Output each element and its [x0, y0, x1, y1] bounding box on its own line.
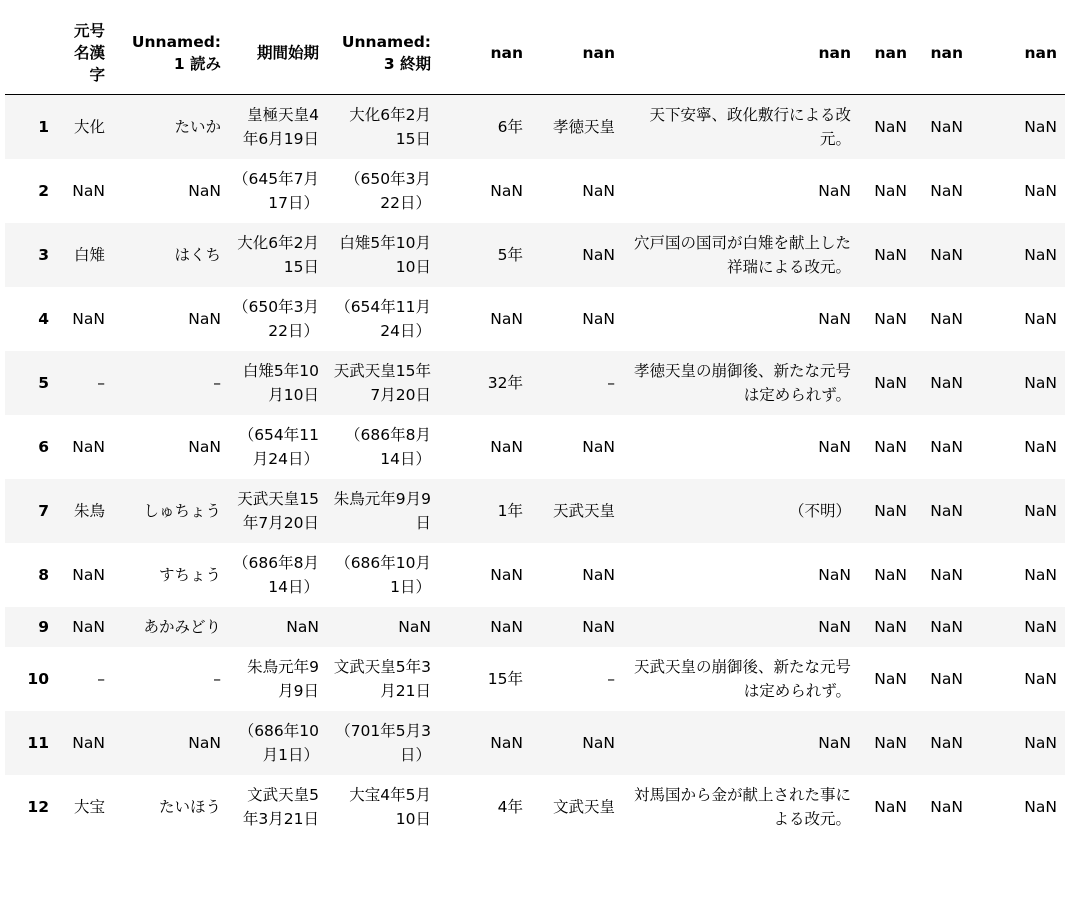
table-cell: NaN [874, 618, 907, 636]
row-index: 4 [38, 310, 49, 328]
table-cell: 4年 [497, 798, 523, 816]
row-index: 8 [38, 566, 49, 584]
table-cell: （645年7月17日） [233, 170, 319, 212]
table-cell: （701年5月3日） [335, 722, 431, 764]
table-cell: NaN [874, 798, 907, 816]
table-cell: 天下安寧、政化敷行による改元。 [649, 106, 851, 148]
table-cell: 皇極天皇4年6月19日 [242, 106, 319, 148]
table-cell: 天武天皇の崩御後、新たな元号は定められず。 [633, 658, 851, 700]
table-cell: NaN [1024, 734, 1057, 752]
table-cell: NaN [874, 246, 907, 264]
table-cell: あかみどり [143, 618, 221, 636]
table-cell: NaN [930, 566, 963, 584]
table-cell: NaN [930, 182, 963, 200]
table-cell: NaN [490, 618, 523, 636]
table-cell: （686年10月1日） [335, 554, 431, 596]
table-cell: NaN [188, 310, 221, 328]
table-cell: 15年 [487, 670, 523, 688]
column-header: Unnamed: 1 読み [113, 12, 229, 95]
table-cell: NaN [188, 182, 221, 200]
table-cell: NaN [818, 734, 851, 752]
table-cell: 天武天皇15年7月20日 [333, 362, 431, 404]
table-cell: NaN [582, 618, 615, 636]
table-cell: NaN [818, 566, 851, 584]
table-cell: NaN [1024, 566, 1057, 584]
table-cell: NaN [72, 438, 105, 456]
row-index: 6 [38, 438, 49, 456]
table-cell: NaN [1024, 618, 1057, 636]
column-header: nan [623, 12, 859, 95]
table-row [5, 223, 1065, 287]
table-cell: NaN [582, 566, 615, 584]
table-cell: しゅちょう [143, 502, 221, 520]
table-cell: NaN [930, 734, 963, 752]
table-cell: 朱鳥 [73, 502, 105, 520]
table-row [5, 415, 1065, 479]
table-cell: （不明） [788, 502, 851, 520]
table-row [5, 95, 1065, 160]
row-index: 2 [38, 182, 49, 200]
table-cell: NaN [930, 374, 963, 392]
table-cell: – [607, 374, 615, 392]
table-row [5, 647, 1065, 711]
table-cell: NaN [818, 310, 851, 328]
table-cell: 1年 [497, 502, 523, 520]
table-cell: NaN [874, 374, 907, 392]
column-header: Unnamed: 3 終期 [327, 12, 439, 95]
table-cell: NaN [874, 734, 907, 752]
table-cell: NaN [930, 670, 963, 688]
table-row [5, 775, 1065, 839]
table-cell: NaN [582, 438, 615, 456]
table-cell: NaN [72, 618, 105, 636]
table-cell: NaN [490, 182, 523, 200]
table-cell: 文武天皇 [552, 798, 615, 816]
table-cell: 大宝4年5月10日 [349, 786, 431, 828]
index-header [5, 12, 57, 95]
column-header: nan [859, 12, 915, 95]
table-cell: （654年11月24日） [238, 426, 319, 468]
table-cell: NaN [874, 438, 907, 456]
table-cell: NaN [874, 182, 907, 200]
table-cell: NaN [1024, 798, 1057, 816]
table-cell: （686年8月14日） [233, 554, 319, 596]
row-index: 7 [38, 502, 49, 520]
column-header: nan [439, 12, 531, 95]
table-cell: （654年11月24日） [335, 298, 431, 340]
table-cell: NaN [1024, 438, 1057, 456]
table-cell: NaN [72, 310, 105, 328]
table-cell: – [213, 374, 221, 392]
table-cell: 白雉 [73, 246, 105, 264]
column-header: nan [915, 12, 971, 95]
table-cell: NaN [1024, 502, 1057, 520]
table-cell: NaN [930, 438, 963, 456]
table-cell: （650年3月22日） [345, 170, 431, 212]
table-row [5, 479, 1065, 543]
table-cell: 5年 [497, 246, 523, 264]
table-cell: NaN [398, 618, 431, 636]
table-cell: – [97, 374, 105, 392]
dataframe-table [5, 12, 1065, 839]
table-cell: たいほう [158, 798, 221, 816]
table-cell: NaN [490, 566, 523, 584]
table-cell: 白雉5年10月10日 [242, 362, 319, 404]
table-cell: （650年3月22日） [233, 298, 319, 340]
header-row [5, 12, 1065, 95]
row-index: 5 [38, 374, 49, 392]
table-cell: NaN [818, 182, 851, 200]
table-cell: NaN [1024, 182, 1057, 200]
table-cell: 大化6年2月15日 [349, 106, 431, 148]
row-index: 10 [27, 670, 49, 688]
table-cell: （686年10月1日） [238, 722, 319, 764]
table-cell: NaN [72, 566, 105, 584]
table-cell: NaN [930, 310, 963, 328]
row-index: 9 [38, 618, 49, 636]
column-header: nan [971, 12, 1065, 95]
table-cell: NaN [490, 438, 523, 456]
table-cell: たいか [174, 118, 221, 136]
table-cell: NaN [818, 618, 851, 636]
table-cell: NaN [490, 734, 523, 752]
table-cell: NaN [1024, 670, 1057, 688]
table-cell: 大化6年2月15日 [237, 234, 319, 276]
table-cell: – [213, 670, 221, 688]
table-cell: NaN [874, 670, 907, 688]
table-row [5, 607, 1065, 647]
table-cell: NaN [286, 618, 319, 636]
table-cell: NaN [874, 310, 907, 328]
table-cell: 朱鳥元年9月9日 [333, 490, 431, 532]
table-header [5, 12, 1065, 95]
row-index: 12 [27, 798, 49, 816]
table-cell: 32年 [487, 374, 523, 392]
table-cell: NaN [582, 310, 615, 328]
table-cell: NaN [930, 618, 963, 636]
table-cell: NaN [1024, 246, 1057, 264]
table-cell: 対馬国から金が献上された事による改元。 [633, 786, 851, 828]
table-cell: NaN [930, 798, 963, 816]
table-cell: NaN [188, 734, 221, 752]
table-cell: – [607, 670, 615, 688]
table-cell: 文武天皇5年3月21日 [242, 786, 319, 828]
table-row [5, 711, 1065, 775]
table-cell: 大宝 [73, 798, 105, 816]
column-header: 期間始期 [229, 12, 327, 95]
table-cell: NaN [930, 502, 963, 520]
table-cell: NaN [490, 310, 523, 328]
row-index: 11 [27, 734, 49, 752]
column-header: 元号名漢字 [57, 12, 113, 95]
table-cell: 朱鳥元年9月9日 [247, 658, 319, 700]
table-cell: NaN [874, 118, 907, 136]
table-row [5, 351, 1065, 415]
table-cell: 孝徳天皇 [552, 118, 615, 136]
row-index: 3 [38, 246, 49, 264]
table-cell: NaN [874, 502, 907, 520]
table-cell: 白雉5年10月10日 [339, 234, 431, 276]
column-header: nan [531, 12, 623, 95]
table-cell: 6年 [497, 118, 523, 136]
table-cell: 天武天皇 [552, 502, 615, 520]
table-cell: NaN [72, 182, 105, 200]
table-row [5, 543, 1065, 607]
table-cell: NaN [582, 182, 615, 200]
table-cell: – [97, 670, 105, 688]
table-cell: （686年8月14日） [345, 426, 431, 468]
table-cell: NaN [1024, 310, 1057, 328]
table-cell: NaN [930, 118, 963, 136]
table-cell: NaN [72, 734, 105, 752]
row-index: 1 [38, 118, 49, 136]
table-body [5, 95, 1065, 840]
table-cell: NaN [874, 566, 907, 584]
table-row [5, 287, 1065, 351]
table-cell: はくち [174, 246, 221, 264]
table-cell: すちょう [158, 566, 221, 584]
table-cell: NaN [188, 438, 221, 456]
table-cell: NaN [818, 438, 851, 456]
table-row [5, 159, 1065, 223]
table-cell: NaN [1024, 374, 1057, 392]
table-cell: 文武天皇5年3月21日 [333, 658, 431, 700]
table-cell: NaN [1024, 118, 1057, 136]
table-cell: NaN [582, 734, 615, 752]
table-cell: NaN [930, 246, 963, 264]
table-cell: 天武天皇15年7月20日 [237, 490, 319, 532]
table-cell: 穴戸国の国司が白雉を献上した祥瑞による改元。 [633, 234, 851, 276]
table-cell: 孝徳天皇の崩御後、新たな元号は定められず。 [633, 362, 851, 404]
table-cell: NaN [582, 246, 615, 264]
table-cell: 大化 [73, 118, 105, 136]
